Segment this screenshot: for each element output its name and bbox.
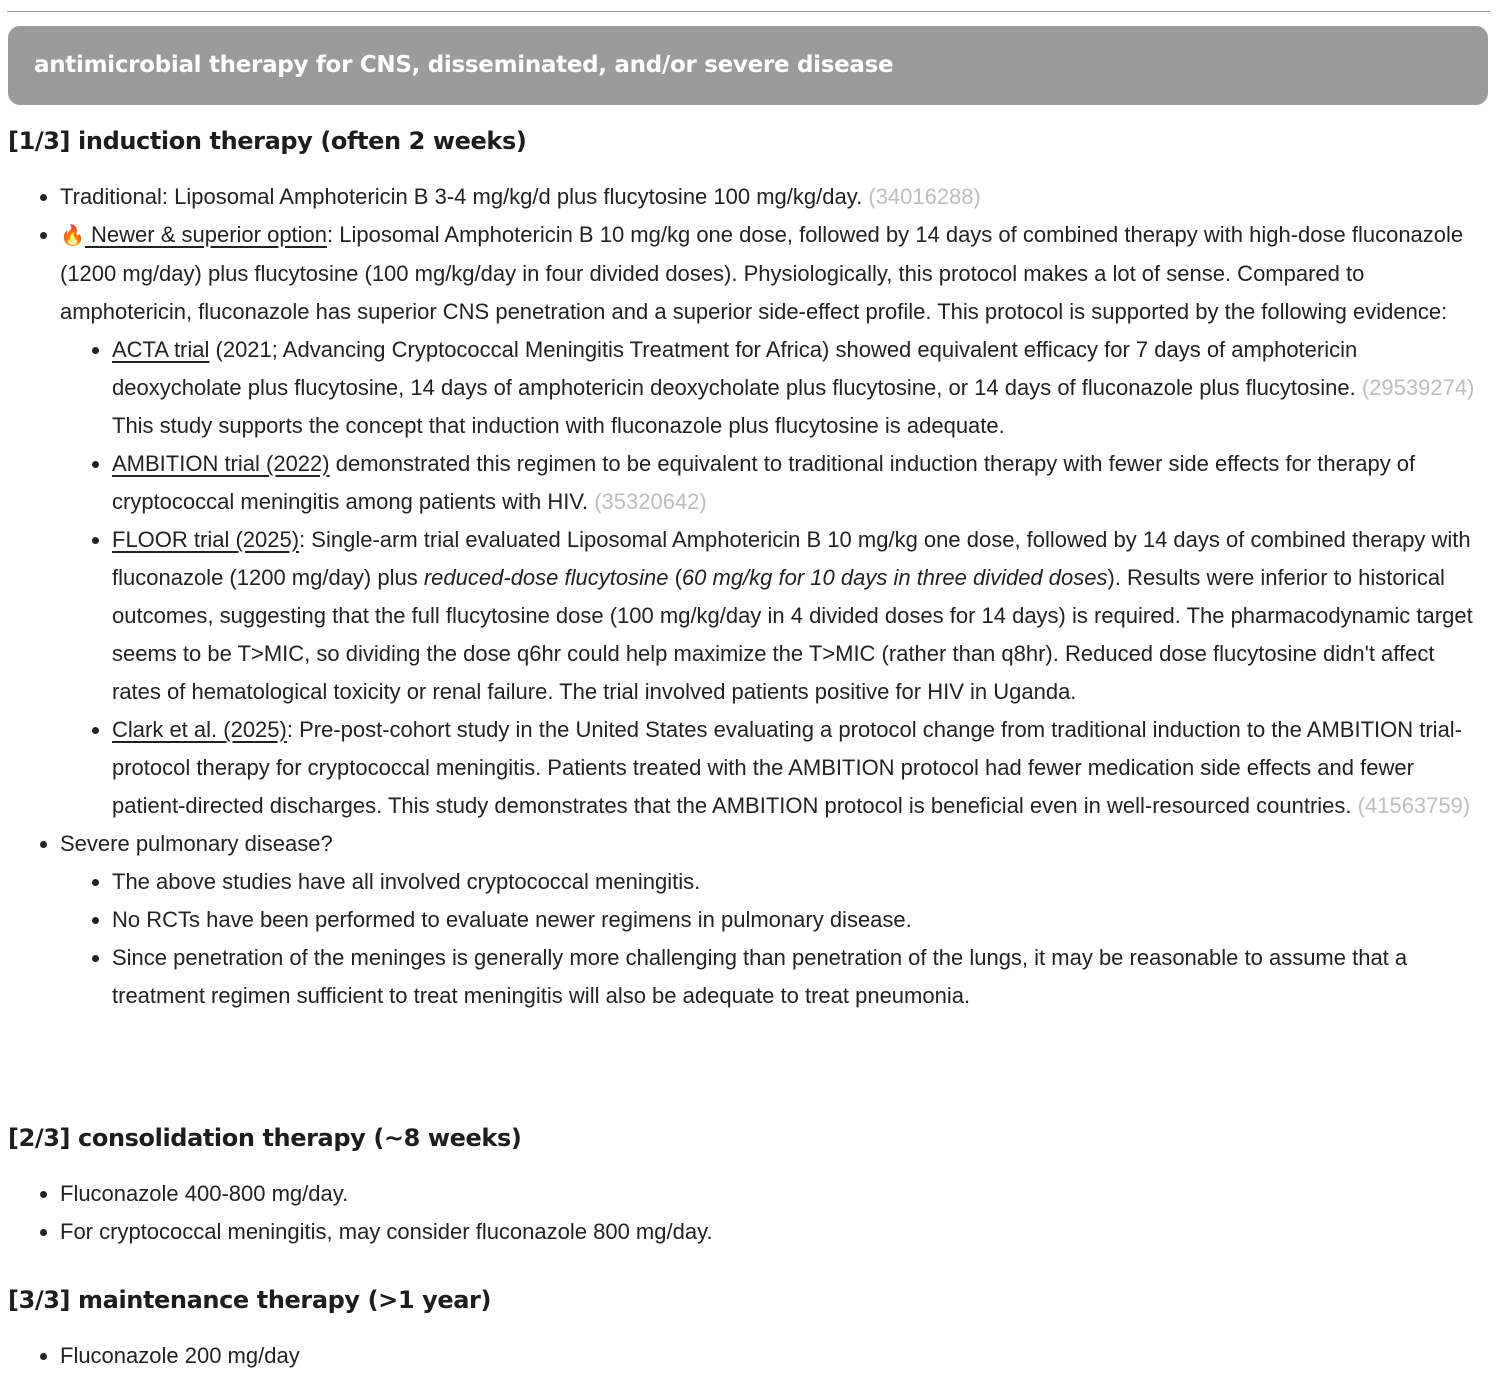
pmid-link[interactable]: (29539274) bbox=[1361, 375, 1475, 400]
list-item: The above studies have all involved cryptococcal meningitis. bbox=[0, 863, 1482, 901]
fire-icon: 🔥 bbox=[60, 225, 85, 247]
traditional-label: Traditional bbox=[60, 184, 162, 209]
consolidation-heading: [2/3] consolidation therapy (~8 weeks) bbox=[8, 1124, 522, 1152]
list-item-ambition bbox=[0, 445, 1482, 521]
top-divider bbox=[7, 11, 1490, 12]
ambition-trial-link[interactable]: AMBITION trial (2022) bbox=[112, 451, 330, 476]
pmid-link[interactable]: (35320642) bbox=[594, 489, 707, 514]
list-item: For cryptococcal meningitis, may consider fluconazole 800 mg/day. bbox=[0, 1213, 1500, 1251]
list-item-acta bbox=[0, 331, 1482, 445]
induction-list bbox=[0, 178, 1500, 1015]
section-header-title: antimicrobial therapy for CNS, disseminated, and/or severe disease bbox=[34, 52, 894, 78]
list-item-pulmonary bbox=[0, 825, 1500, 1015]
section-header[interactable] bbox=[8, 26, 1488, 105]
newer-option-label[interactable]: Newer & superior option bbox=[84, 222, 328, 247]
floor-emphasis: reduced-dose flucytosine bbox=[423, 565, 669, 590]
maintenance-heading: [3/3] maintenance therapy (>1 year) bbox=[8, 1286, 492, 1314]
list-item: Fluconazole 400-800 mg/day. bbox=[0, 1175, 1500, 1213]
consolidation-list bbox=[0, 1175, 1500, 1251]
acta-trial-link[interactable]: ACTA trial bbox=[112, 337, 210, 362]
traditional-text: : Liposomal Amphotericin B 3-4 mg/kg/d plus flucytosine 100 mg/kg/day. bbox=[161, 184, 869, 209]
ambition-text: demonstrated this regimen to be equivalent to traditional induction therapy with fewer side effects for therapy of cryptococcal meningitis among patients with HIV. bbox=[112, 451, 1416, 514]
floor-text-3: ). Results were inferior to historical outcomes, suggesting that the full flucytosine dose (100 mg/kg/day in 4 divided doses for 14 days) is required. The pharmacodynamic target seems to be T>MIC, so dividing the dose q6hr could help maximize the T>MIC (rather than q8hr). Reduced dose flucytosine didn't affect rates of hematological toxicity or renal failure. The trial involved patients positive for HIV in Uganda. bbox=[112, 565, 1473, 704]
pulmonary-label: Severe pulmonary disease? bbox=[60, 831, 333, 856]
list-item-floor bbox=[0, 521, 1482, 711]
floor-text: : Single-arm trial evaluated Liposomal Amphotericin B 10 mg/kg one dose, followed by 14 days of combined therapy with fluconazole (1200 mg/day) plus bbox=[112, 527, 1471, 590]
list-item-clark bbox=[0, 711, 1482, 825]
floor-trial-link[interactable]: FLOOR trial (2025) bbox=[112, 527, 300, 552]
list-item-traditional bbox=[0, 178, 1500, 216]
pmid-link[interactable]: (41563759) bbox=[1357, 793, 1471, 818]
induction-heading: [1/3] induction therapy (often 2 weeks) bbox=[8, 127, 527, 155]
floor-emphasis-2: 60 mg/kg for 10 days in three divided doses bbox=[681, 565, 1108, 590]
list-item: No RCTs have been performed to evaluate newer regimens in pulmonary disease. bbox=[0, 901, 1482, 939]
pmid-link[interactable]: (34016288) bbox=[868, 184, 981, 209]
acta-text: (2021; Advancing Cryptococcal Meningitis Treatment for Africa) showed equivalent efficacy for 7 days of amphotericin deoxycholate plus flucytosine, 14 days of amphotericin deoxycholate plus flucytosine, or 14 days of fluconazole plus flucytosine. bbox=[112, 337, 1362, 400]
maintenance-list bbox=[0, 1337, 1500, 1375]
list-item: Fluconazole 200 mg/day bbox=[0, 1337, 1500, 1375]
list-item-newer-option bbox=[0, 216, 1500, 825]
newer-option-text: : Liposomal Amphotericin B 10 mg/kg one dose, followed by 14 days of combined therapy with high-dose fluconazole (1200 mg/day) plus flucytosine (100 mg/kg/day in four divided doses). Physiologically, this protocol makes a lot of sense. Compared to amphotericin, fluconazole has superior CNS penetration and a superior side-effect profile. This protocol is supported by the following evidence: bbox=[60, 222, 1464, 324]
acta-text-2: This study supports the concept that induction with fluconazole plus flucytosine is adequate. bbox=[112, 413, 1005, 438]
list-item: Since penetration of the meninges is generally more challenging than penetration of the lungs, it may be reasonable to assume that a treatment regimen sufficient to treat meningitis will also be adequate to treat pneumonia. bbox=[0, 939, 1482, 1015]
floor-text-2: ( bbox=[668, 565, 682, 590]
clark-study-link[interactable]: Clark et al. (2025) bbox=[112, 717, 287, 742]
clark-text: : Pre-post-cohort study in the United States evaluating a protocol change from traditional induction to the AMBITION trial-protocol therapy for cryptococcal meningitis. Patients treated with the AMBITION protocol had fewer medication side effects and fewer patient-directed discharges. This study demonstrates that the AMBITION protocol is beneficial even in well-resourced countries. bbox=[112, 717, 1463, 818]
